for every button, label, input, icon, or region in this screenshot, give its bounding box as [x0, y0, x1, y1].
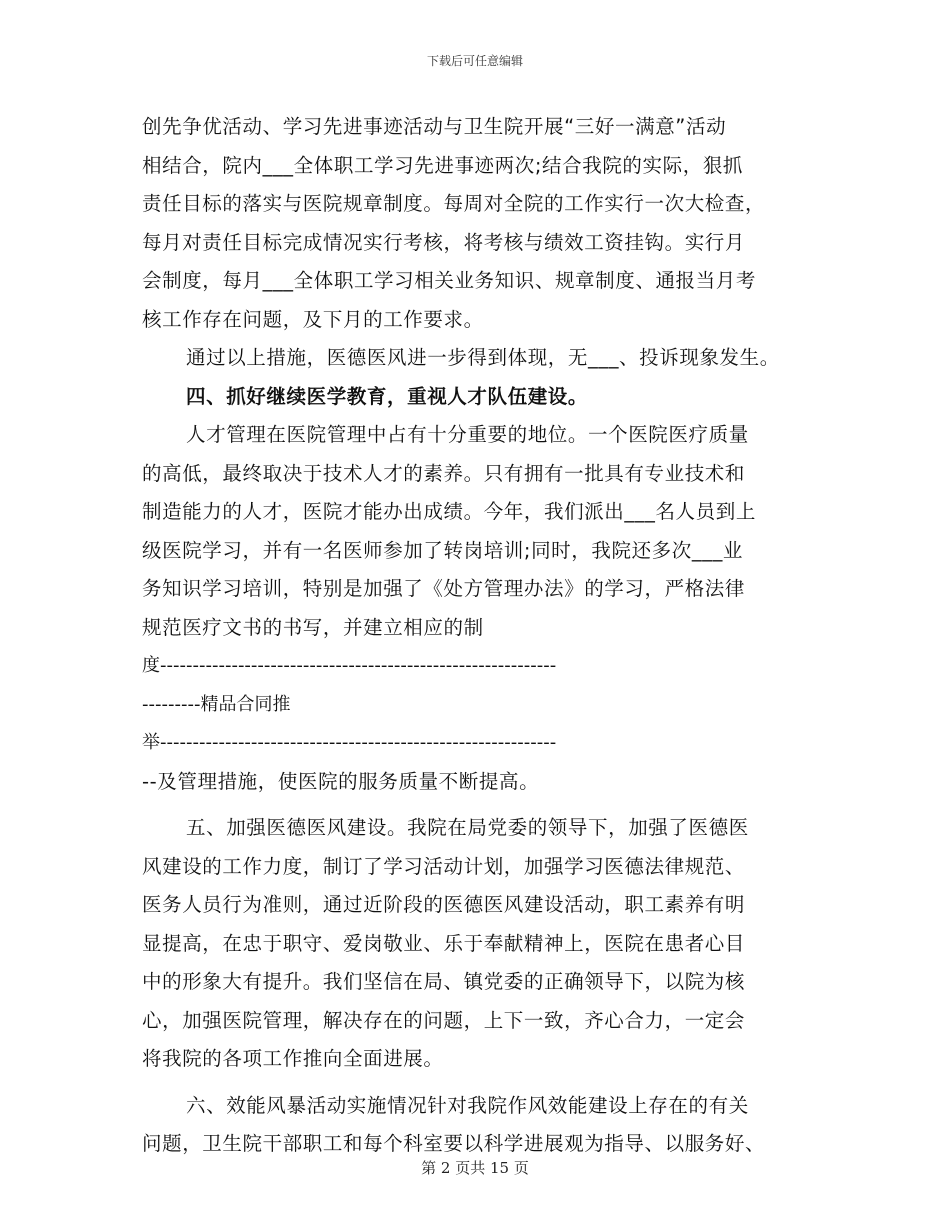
text-line: ---------精品合同推 — [142, 693, 291, 715]
text-line: 规范医疗文书的书写，并建立相应的制 — [142, 615, 484, 639]
text-line: 六、效能风暴活动实施情况针对我院作风效能建设上存在的有关 — [186, 1093, 749, 1117]
document-body — [142, 108, 807, 1164]
text-line: 的高低，最终取决于技术人才的素养。只有拥有一批具有专业技术和 — [142, 461, 746, 485]
text-line: 举------------------------------------------------------------- — [142, 732, 557, 753]
text-line: 人才管理在医院管理中占有十分重要的地位。一个医院医疗质量 — [186, 423, 749, 446]
text-line: 五、加强医德医风建设。我院在局党委的领导下，加强了医德医 — [186, 816, 749, 839]
text-line: 将我院的各项工作推向全面进展。 — [142, 1047, 444, 1070]
text-line: 心，加强医院管理，解决存在的问题，上下一致，齐心合力，一定会 — [142, 1008, 746, 1032]
text-line: 相结合，院内___全体职工学习先进事迹两次;结合我院的实际，狠抓 — [142, 153, 744, 177]
text-line: --及管理措施，使医院的服务质量不断提高。 — [142, 769, 540, 793]
text-line: 中的形象大有提升。我们坚信在局、镇党委的正确领导下，以院为核 — [142, 970, 746, 993]
text-line: 问题，卫生院干部职工和每个科室要以科学进展观为指导、以服务好、 — [142, 1132, 766, 1155]
text-line: 创先争优活动、学习先进事迹活动与卫生院开展“三好一满意”活动 — [142, 115, 727, 138]
text-line: 责任目标的落实与医院规章制度。每周对全院的工作实行一次大检查， — [142, 192, 766, 215]
text-line: 医务人员行为准则，通过近阶段的医德医风建设活动，职工素养有明 — [142, 893, 746, 916]
text-line: 度------------------------------------------------------------- — [142, 655, 557, 676]
text-line: 务知识学习培训，特别是加强了《处方管理办法》的学习，严格法律 — [142, 577, 746, 600]
text-line: 制造能力的人才，医院才能办出成绩。今年，我们派出___名人员到上 — [142, 500, 756, 523]
text-line: 通过以上措施，医德医风进一步得到体现，无___、投诉现象发生。 — [186, 346, 780, 369]
text-line: 风建设的工作力度，制订了学习活动计划，加强学习医德法律规范、 — [142, 854, 746, 878]
page-footer: 第 2 页共 15 页 — [421, 1159, 529, 1177]
section-heading: 四、抓好继续医学教育，重视人才队伍建设。 — [186, 384, 589, 408]
text-line: 核工作存在问题，及下月的工作要求。 — [142, 307, 484, 331]
text-line: 会制度，每月___全体职工学习相关业务知识、规章制度、通报当月考 — [142, 269, 756, 292]
text-line: 每月对责任目标完成情况实行考核，将考核与绩效工资挂钩。实行月 — [142, 230, 746, 254]
page-header: 下载后可任意编辑 — [426, 54, 523, 68]
text-line: 显提高，在忠于职守、爱岗敬业、乐于奉献精神上，医院在患者心目 — [142, 931, 746, 955]
text-line: 级医院学习，并有一名医师参加了转岗培训;同时，我院还多次___业 — [142, 538, 744, 562]
